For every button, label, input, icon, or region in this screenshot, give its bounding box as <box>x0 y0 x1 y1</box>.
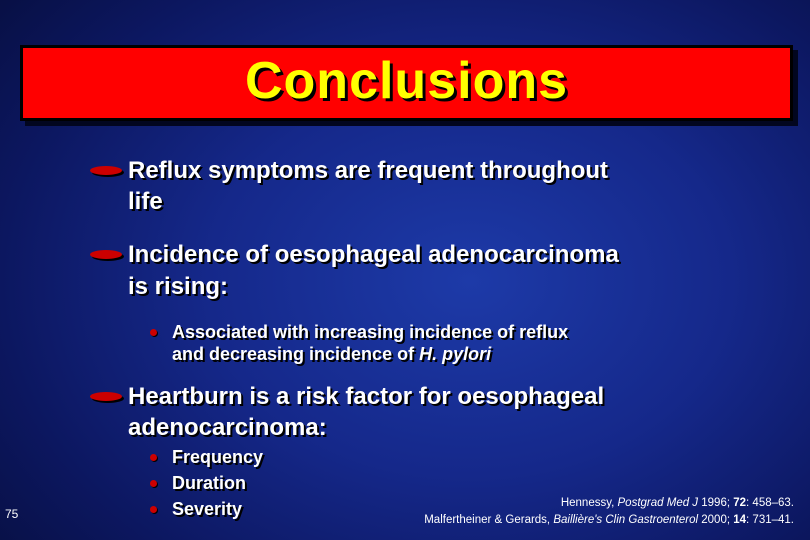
reference-volume: 14 <box>733 514 747 526</box>
bullet-item <box>128 381 728 443</box>
sub-bullet-text-line <box>172 343 692 365</box>
slide-title: Conclusions <box>244 52 569 110</box>
bullet-dash-icon <box>90 392 122 401</box>
sub-bullet-text: Severity <box>172 499 243 519</box>
bullet-text-line: Incidence of oesophageal adenocarcinoma <box>128 241 619 268</box>
bullet-text-line: life <box>128 188 163 215</box>
sub-bullet-item <box>172 321 692 365</box>
sub-bullet-item <box>172 470 246 496</box>
reference-volume: 72 <box>733 497 747 509</box>
sub-bullet-dot-icon <box>150 480 157 487</box>
bullet-text-line: adenocarcinoma: <box>128 414 327 441</box>
reference-year: 2000; <box>698 514 734 526</box>
sub-bullet-text: Frequency <box>172 447 264 467</box>
reference-year: 1996; <box>698 497 734 509</box>
bullet-text-line: Reflux symptoms are frequent throughout <box>128 157 609 184</box>
reference-line <box>274 512 794 529</box>
sub-bullet-text: Duration <box>172 473 246 493</box>
slide-number: 75 <box>5 507 19 521</box>
bullet-text-line: Heartburn is a risk factor for oesophageal <box>128 383 605 410</box>
sub-bullet-dot-icon <box>150 506 157 513</box>
sub-bullet-italic-term: H. pylori <box>419 344 492 364</box>
bullet-item <box>128 239 728 302</box>
reference-pages: : 731–41. <box>746 514 794 526</box>
sub-bullet-text: and decreasing incidence of <box>172 344 420 364</box>
bullet-dash-icon <box>90 166 122 175</box>
reference-journal: Postgrad Med J <box>617 497 699 509</box>
sub-bullet-dot-icon <box>150 329 157 336</box>
sub-bullet-text-line: Associated with increasing incidence of reflux <box>172 322 569 342</box>
reference-authors: Hennessy, <box>560 497 618 509</box>
bullet-dash-icon <box>90 250 122 259</box>
reference-journal: Baillière's Clin Gastroenterol <box>553 514 699 526</box>
sub-bullet-item <box>172 444 263 470</box>
reference-authors: Malfertheiner & Gerards, <box>424 514 554 526</box>
reference-pages: : 458–63. <box>746 497 794 509</box>
references <box>274 495 794 529</box>
sub-bullet-dot-icon <box>150 454 157 461</box>
bullet-item <box>128 155 728 217</box>
bullet-text-line: is rising: <box>128 273 229 300</box>
title-banner <box>20 45 793 121</box>
reference-line <box>274 495 794 512</box>
sub-bullet-item <box>172 496 242 522</box>
